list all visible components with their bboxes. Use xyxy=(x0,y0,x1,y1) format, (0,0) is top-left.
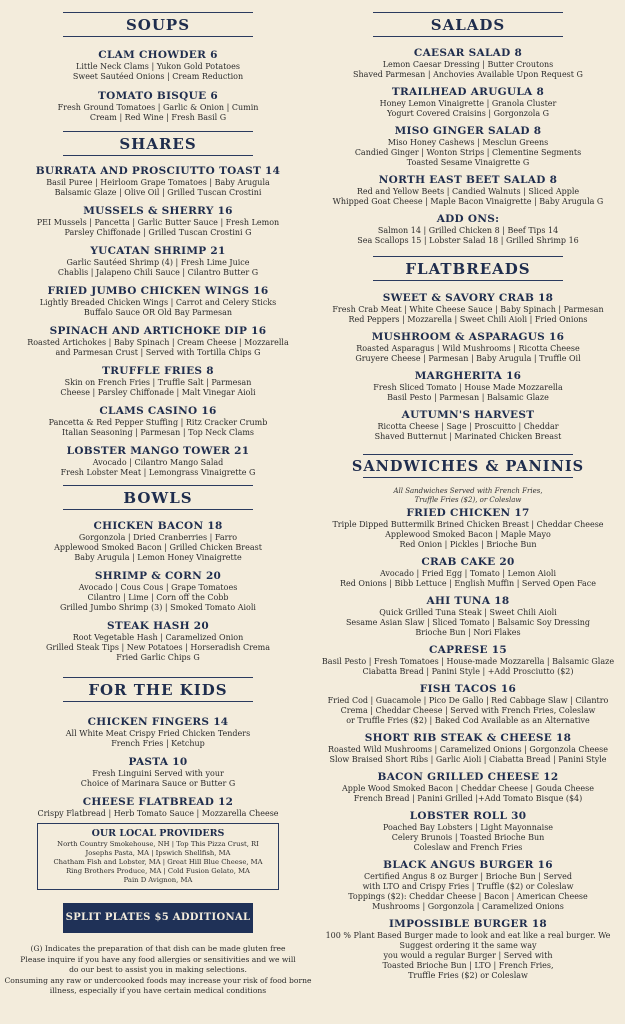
menu-item: LOBSTER ROLL 30 Poached Bay Lobsters | Light Mayonnaise Celery Brunois | Toasted Brioche Bun Coleslaw and French Fries xyxy=(382,810,554,852)
soups-list xyxy=(8,49,308,123)
footer-notes: (G) Indicates the preparation of that dish can be made gluten free Please inquire if you have any food allergies or sensitivities and we will do our best to assist you in making selections. Consuming any raw or undercooked foods may increase your risk of food borne illness, especially if you have certain medical conditions xyxy=(4,944,312,996)
provider-line: Chatham Fish and Lobster, MA | Great Hill Blue Cheese, MA xyxy=(53,858,263,866)
menu-item: CAPRESE 15 Basil Pesto | Fresh Tomatoes | House-made Mozzarella | Balsamic Glaze Ciabatta Bread | Panini Style | +Add Prosciutto ($2) xyxy=(321,644,615,676)
section-title: FOR THE KIDS xyxy=(88,681,228,699)
menu-item: YUCATAN SHRIMP 21 Garlic Sautéed Shrimp (4) | Fresh Lime Juice Chablis | Jalapeno Chili Sauce | Cilantro Butter G xyxy=(57,245,259,277)
menu-item: MUSHROOM & ASPARAGUS 16 Roasted Asparagus | Wild Mushrooms | Ricotta Cheese Gruyere Cheese | Parmesan | Baby Arugula | Truffle Oil xyxy=(355,331,581,363)
kids-list xyxy=(8,716,308,819)
menu-item: CRAB CAKE 20 Avocado | Fried Egg | Tomato | Lemon Aioli Red Onions | Bibb Lettuce | English Muffin | Served Open Face xyxy=(339,556,596,588)
provider-line: Pain D Avignon, MA xyxy=(123,876,193,884)
section-title: SOUPS xyxy=(125,16,191,34)
sandwiches-note: All Sandwiches Served with French Fries, Truffle Fries ($2), or Coleslaw xyxy=(393,487,543,504)
menu-item: STEAK HASH 20 Root Vegetable Hash | Caramelized Onion Grilled Steak Tips | New Potatoes | Horseradish Crema Fried Garlic Chips G xyxy=(46,620,270,662)
menu-item: ADD ONS: Salmon 14 | Grilled Chicken 8 | Beef Tips 14 Sea Scallops 15 | Lobster Salad 18 | Grilled Shrimp 16 xyxy=(357,213,579,245)
menu-item: TOMATO BISQUE 6 Fresh Ground Tomatoes | Garlic & Onion | Cumin Cream | Red Wine | Fresh Basil G xyxy=(57,90,259,122)
provider-line: Josephs Pasta, MA | Ipswich Shellfish, MA xyxy=(85,849,231,857)
menu-item: CHEESE FLATBREAD 12 Crispy Flatbread | Herb Tomato Sauce | Mozzarella Cheese xyxy=(37,796,279,818)
sandwiches-list xyxy=(312,507,624,981)
kids-header xyxy=(8,677,308,702)
menu-item: CAESAR SALAD 8 Lemon Caesar Dressing | Butter Croutons Shaved Parmesan | Anchovies Available Upon Request G xyxy=(353,47,583,79)
menu-item: IMPOSSIBLE BURGER 18 100 % Plant Based Burger made to look and eat like a real burger. We Suggest ordering it the same way you would a regular Burger | Served with Toasted Brioche Bun | LTO | French Fries, Truffle Fries ($2) or Coleslaw xyxy=(325,918,611,980)
shares-header xyxy=(8,131,308,156)
menu-item: BLACK ANGUS BURGER 16 Certified Angus 8 oz Burger | Brioche Bun | Served with LTO and Crispy Fries | Truffle ($2) or Coleslaw Toppings ($2): Cheddar Cheese | Bacon | American Cheese Mushrooms | Gorgonzola | Caramelized Onions xyxy=(348,859,588,911)
section-title: FLATBREADS xyxy=(405,260,531,278)
section-title: SHARES xyxy=(119,135,197,153)
menu-item: BACON GRILLED CHEESE 12 Apple Wood Smoked Bacon | Cheddar Cheese | Gouda Cheese French Bread | Panini Grilled |+Add Tomato Bisque ($4) xyxy=(342,771,594,803)
bowls-header xyxy=(8,485,308,510)
shares-list xyxy=(8,165,308,478)
flatbreads-header xyxy=(318,256,618,281)
menu-item: FRIED JUMBO CHICKEN WINGS 16 Lightly Breaded Chicken Wings | Carrot and Celery Sticks Buffalo Sauce OR Old Bay Parmesan xyxy=(39,285,277,317)
salads-header xyxy=(318,12,618,37)
provider-line: North Country Smokehouse, NH | Top This Pizza Crust, RI xyxy=(57,840,259,848)
menu-item: LOBSTER MANGO TOWER 21 Avocado | Cilantro Mango Salad Fresh Lobster Meat | Lemongrass Vinaigrette G xyxy=(60,445,256,477)
menu-item: SPINACH AND ARTICHOKE DIP 16 Roasted Artichokes | Baby Spinach | Cream Cheese | Mozzarella and Parmesan Crust | Served with Tortilla Chips G xyxy=(27,325,289,357)
soups-header xyxy=(8,12,308,37)
local-providers-box xyxy=(37,823,279,890)
salads-list xyxy=(318,47,618,246)
bowls-list xyxy=(8,520,308,663)
sandwiches-header xyxy=(318,454,618,478)
menu-item: BURRATA AND PROSCIUTTO TOAST 14 Basil Puree | Heirloom Grape Tomatoes | Baby Arugula Balsamic Glaze | Olive Oil | Grilled Tuscan Crostini xyxy=(35,165,281,197)
menu-item: CHICKEN BACON 18 Gorgonzola | Dried Cranberries | Farro Applewood Smoked Bacon | Grilled Chicken Breast Baby Arugula | Lemon Honey Vinaigrette xyxy=(54,520,262,562)
section-title: BOWLS xyxy=(123,489,193,507)
menu-item: AUTUMN'S HARVEST Ricotta Cheese | Sage | Proscuitto | Cheddar Shaved Butternut | Marinated Chicken Breast xyxy=(374,409,562,441)
provider-line: Ring Brothers Produce, MA | Cold Fusion Gelato, MA xyxy=(66,867,250,875)
providers-title: OUR LOCAL PROVIDERS xyxy=(91,828,225,839)
menu-item: SWEET & SAVORY CRAB 18 Fresh Crab Meat | White Cheese Sauce | Baby Spinach | Parmesan Red Peppers | Mozzarella | Sweet Chili Aioli | Fried Onions xyxy=(332,292,604,324)
menu-item: CLAMS CASINO 16 Pancetta & Red Pepper Stuffing | Ritz Cracker Crumb Italian Seasoning | Parmesan | Top Neck Clams xyxy=(48,405,268,437)
menu-item: PASTA 10 Fresh Linguini Served with your Choice of Marinara Sauce or Butter G xyxy=(80,756,236,788)
menu-item: FISH TACOS 16 Fried Cod | Guacamole | Pico De Gallo | Red Cabbage Slaw | Cilantro Crema | Cheddar Cheese | Served with French Fries, Coleslaw or Truffle Fries ($2) | Baked Cod Available as an Alternative xyxy=(327,683,609,725)
menu-item: TRUFFLE FRIES 8 Skin on French Fries | Truffle Salt | Parmesan Cheese | Parsley Chiffonade | Malt Vinegar Aioli xyxy=(60,365,256,397)
menu-item: SHRIMP & CORN 20 Avocado | Cous Cous | Grape Tomatoes Cilantro | Lime | Corn off the Cobb Grilled Jumbo Shrimp (3) | Smoked Tomato Aioli xyxy=(60,570,256,612)
menu-item: NORTH EAST BEET SALAD 8 Red and Yellow Beets | Candied Walnuts | Sliced Apple Whipped Goat Cheese | Maple Bacon Vinaigrette | Baby Arugula G xyxy=(332,174,604,206)
menu-item: FRIED CHICKEN 17 Triple Dipped Buttermilk Brined Chicken Breast | Cheddar Cheese Applewood Smoked Bacon | Maple Mayo Red Onion | Pickles | Brioche Bun xyxy=(332,507,604,549)
menu-item: MARGHERITA 16 Fresh Sliced Tomato | House Made Mozzarella Basil Pesto | Parmesan | Balsamic Glaze xyxy=(373,370,563,402)
menu-item: SHORT RIB STEAK & CHEESE 18 Roasted Wild Mushrooms | Caramelized Onions | Gorgonzola Cheese Slow Braised Short Ribs | Garlic Aioli | Ciabatta Bread | Panini Style xyxy=(328,732,608,764)
flatbreads-list xyxy=(318,292,618,442)
section-title: SALADS xyxy=(430,16,506,34)
section-title: SANDWICHES & PANINIS xyxy=(351,458,585,475)
menu-item: TRAILHEAD ARUGULA 8 Honey Lemon Vinaigrette | Granola Cluster Yogurt Covered Craisins | Gorgonzola G xyxy=(379,86,557,118)
split-plates-banner: SPLIT PLATES $5 ADDITIONAL xyxy=(63,903,253,933)
menu-item: AHI TUNA 18 Quick Grilled Tuna Steak | Sweet Chili Aioli Sesame Asian Slaw | Sliced Tomato | Balsamic Soy Dressing Brioche Bun | Nori Flakes xyxy=(345,595,591,637)
menu-item: MISO GINGER SALAD 8 Miso Honey Cashews | Mesclun Greens Candied Ginger | Wonton Strips | Clementine Segments Toasted Sesame Vinaigrette G xyxy=(354,125,582,167)
menu-item: CLAM CHOWDER 6 Little Neck Clams | Yukon Gold Potatoes Sweet Sautéed Onions | Cream Reduction xyxy=(72,49,244,81)
menu-item: CHICKEN FINGERS 14 All White Meat Crispy Fried Chicken Tenders French Fries | Ketchup xyxy=(65,716,251,748)
menu-item: MUSSELS & SHERRY 16 PEI Mussels | Pancetta | Garlic Butter Sauce | Fresh Lemon Parsley Chiffonade | Grilled Tuscan Crostini G xyxy=(36,205,280,237)
